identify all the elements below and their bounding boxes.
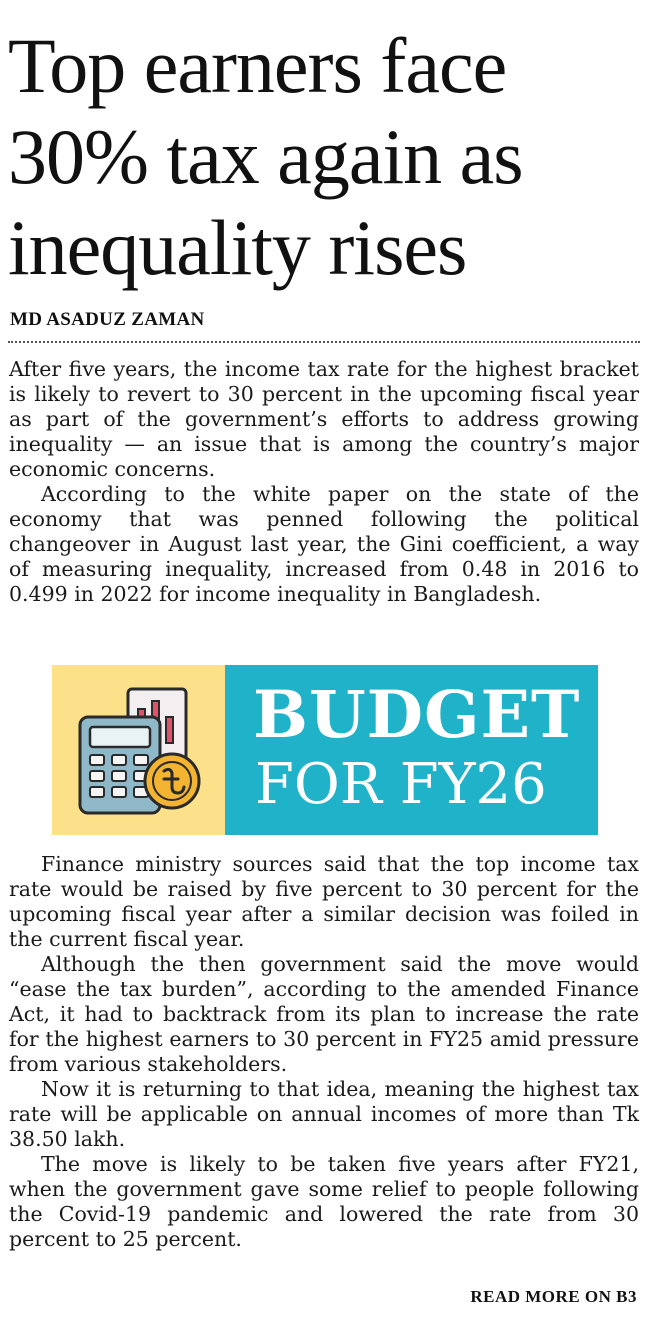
paragraph: According to the white paper on the state of the economy that was penned following the political changeover in August last year, the Gini coefficient, a way of measuring inequality, increased from 0.48 in 2016 to 0.499 in 2022 for income inequality in Bangladesh.	[9, 482, 639, 606]
budget-banner	[52, 665, 598, 835]
banner-title: BUDGET	[253, 677, 581, 753]
paragraph: After five years, the income tax rate for the highest bracket is likely to revert to 30 percent in the upcoming fiscal year as part of the government’s efforts to address growing inequality — an issue that is among the country’s major economic concerns.	[9, 357, 639, 481]
article-body-top	[9, 357, 639, 607]
paragraph: Now it is returning to that idea, meaning the highest tax rate will be applicable on annual incomes of more than Tk 38.50 lakh.	[9, 1077, 639, 1151]
byline-divider	[8, 341, 640, 343]
banner-icon-panel	[52, 665, 225, 835]
calculator-taka-coin-icon	[76, 683, 206, 817]
banner-text-panel	[225, 665, 598, 835]
banner-subtitle: FOR FY26	[255, 752, 547, 817]
byline: MD ASADUZ ZAMAN	[10, 309, 205, 330]
paragraph: The move is likely to be taken five years after FY21, when the government gave some relief to people following the Covid-19 pandemic and lowered the rate from 30 percent to 25 percent.	[9, 1152, 639, 1251]
headline: Top earners face 30% tax again as inequality rises	[8, 22, 523, 291]
read-more-link[interactable]: READ MORE ON B3	[470, 1287, 637, 1306]
article-body-bottom	[9, 852, 639, 1252]
paragraph: Although the then government said the move would “ease the tax burden”, according to the amended Finance Act, it had to backtrack from its plan to increase the rate for the highest earners to 30 percent in FY25 amid pressure from various stakeholders.	[9, 952, 639, 1076]
paragraph: Finance ministry sources said that the top income tax rate would be raised by five percent to 30 percent for the upcoming fiscal year after a similar decision was foiled in the current fiscal year.	[9, 852, 639, 951]
